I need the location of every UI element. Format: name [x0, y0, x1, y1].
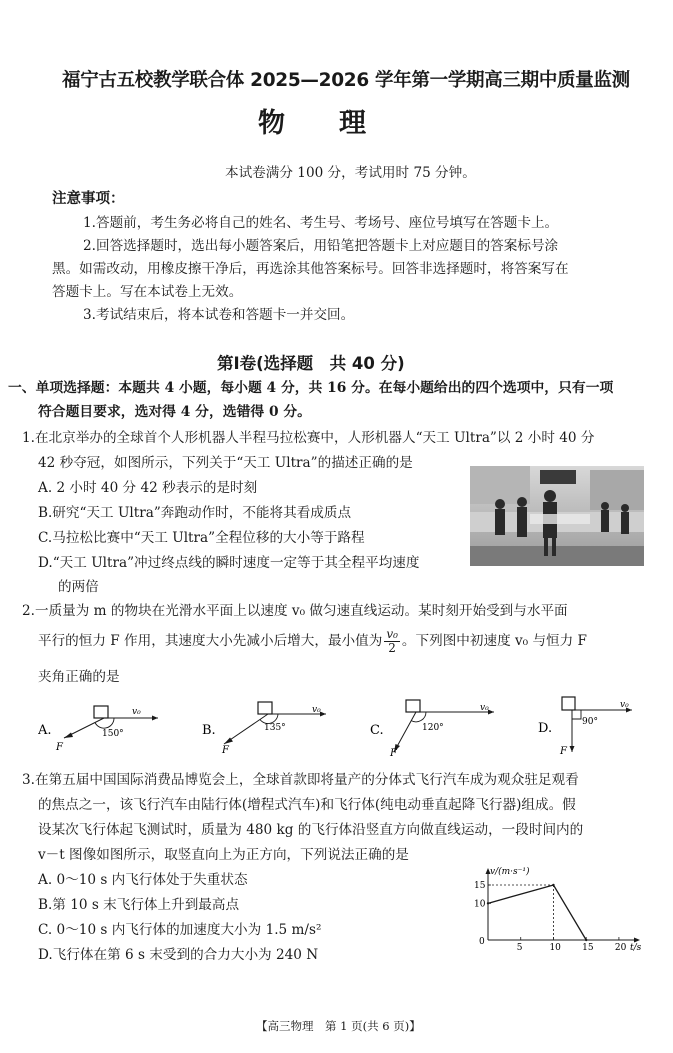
q3-option-b: B.第 10 s 末飞行体上升到最高点 — [38, 897, 240, 913]
figure-d-letter: D. — [538, 721, 553, 736]
q2-figure-b — [202, 698, 332, 754]
q2-stem-line2 — [38, 628, 587, 655]
angle-label: 150° — [102, 729, 124, 739]
angle-label: 90° — [582, 717, 598, 727]
force-label: F — [560, 746, 567, 757]
q3-option-a: A. 0～10 s 内飞行体处于失重状态 — [38, 872, 248, 888]
force-label: F — [56, 742, 63, 753]
page-footer: 【高三物理 第 1 页(共 6 页)】 — [256, 1019, 421, 1033]
subject-title: 物 理 — [258, 108, 366, 139]
q1-option-d: D.“天工 Ultra”冲过终点线的瞬时速度一定等于其全程平均速度 — [38, 555, 420, 571]
series-segment — [488, 885, 553, 903]
q2-figure-a — [38, 698, 160, 754]
q3-option-c: C. 0～10 s 内飞行体的加速度大小为 1.5 m/s² — [38, 922, 322, 938]
fraction-numerator: v₀ — [386, 627, 398, 641]
robot-marathon-photo — [470, 466, 644, 566]
x-tick-label: 10 — [549, 943, 561, 952]
exam-title: 福宁古五校教学联合体 2025—2026 学年第一学期高三期中质量监测 — [62, 70, 630, 91]
q3-stem: 3.在第五届中国国际消费品博览会上，全球首款即将量产的分体式飞行汽车成为观众驻足观看 — [22, 772, 579, 788]
y-tick-label: 15 — [474, 881, 486, 891]
x-tick-label: 20 — [614, 943, 627, 952]
fraction-denominator: 2 — [388, 641, 396, 655]
velocity-label: v₀ — [620, 700, 629, 710]
min-speed-fraction — [384, 628, 400, 655]
q3-stem: v－t 图像如图所示，取竖直向上为正方向，下列说法正确的是 — [38, 847, 409, 863]
figure-a-letter: A. — [38, 723, 52, 738]
section-intro: 符合题目要求，选对得 4 分，选错得 0 分。 — [38, 404, 311, 420]
exam-info: 本试卷满分 100 分，考试用时 75 分钟。 — [225, 165, 476, 181]
force-label: F — [390, 748, 397, 758]
notice-line: 黑。如需改动，用橡皮擦干净后，再选涂其他答案标号。回答非选择题时，将答案写在 — [52, 261, 569, 277]
x-tick-label: 15 — [582, 943, 594, 952]
y-tick-label: 10 — [474, 899, 486, 910]
figure-c-letter: C. — [370, 723, 384, 738]
q2-stem-text: 。下列图中初速度 v₀ 与恒力 F — [401, 633, 587, 649]
velocity-label: v₀ — [312, 705, 321, 715]
q2-stem: 夹角正确的是 — [38, 669, 120, 685]
q3-option-d: D.飞行体在第 6 s 末受到的合力大小为 240 N — [38, 947, 319, 963]
q2-stem: 2.一质量为 m 的物块在光滑水平面上以速度 v₀ 做匀速直线运动。某时刻开始受到与水平面 — [22, 603, 568, 619]
section-intro: 一、单项选择题：本题共 4 小题，每小题 4 分，共 16 分。在每小题给出的四个选项中，只有一项 — [8, 380, 614, 396]
data-point — [487, 902, 489, 904]
q1-option-a: A. 2 小时 40 分 42 秒表示的是时刻 — [38, 480, 258, 496]
angle-label: 120° — [422, 723, 444, 733]
velocity-time-graph — [456, 866, 646, 952]
q1-option-d-cont: 的两倍 — [58, 579, 99, 595]
data-point — [585, 939, 587, 941]
velocity-label: v₀ — [132, 707, 141, 717]
q2-figure-c — [370, 696, 500, 758]
q1-stem: 1.在北京举办的全球首个人形机器人半程马拉松赛中，人形机器人“天工 Ultra”以 2 小时 40 分 — [22, 430, 595, 446]
figure-b-letter: B. — [202, 723, 216, 738]
graph-axes — [474, 868, 640, 952]
q3-stem: 的焦点之一，该飞行汽车由陆行体(增程式汽车)和飞行体(纯电动垂直起降飞行器)组成。假 — [38, 797, 576, 813]
series-segment — [553, 885, 586, 940]
notice-line: 3.考试结束后，将本试卷和答题卡一并交回。 — [83, 307, 355, 323]
data-point — [552, 884, 554, 886]
force-label: F — [222, 745, 229, 754]
q2-stem-text: 平行的恒力 F 作用，其速度大小先减小后增大，最小值为 — [38, 633, 383, 649]
notice-heading: 注意事项： — [52, 191, 125, 207]
section-title: 第Ⅰ卷(选择题 共 40 分) — [217, 354, 405, 373]
velocity-label: v₀ — [480, 703, 489, 713]
q1-stem: 42 秒夺冠，如图所示，下列关于“天工 Ultra”的描述正确的是 — [38, 455, 413, 471]
y-axis-label: v/(m·s⁻¹) — [490, 867, 530, 877]
x-axis-arrow — [634, 938, 640, 943]
q1-option-b: B.研究“天工 Ultra”奔跑动作时，不能将其看成质点 — [38, 505, 352, 521]
q3-stem: 设某次飞行体起飞测试时，质量为 480 kg 的飞行体沿竖直方向做直线运动，一段时间内的 — [38, 822, 584, 838]
x-tick-label: 5 — [516, 943, 523, 952]
x-axis-label: t/s — [630, 943, 642, 952]
q2-figure-d — [538, 692, 638, 758]
angle-label: 135° — [264, 723, 286, 733]
notice-line: 2.回答选择题时，选出每小题答案后，用铅笔把答题卡上对应题目的答案标号涂 — [83, 238, 559, 254]
q1-option-c: C.马拉松比赛中“天工 Ultra”全程位移的大小等于路程 — [38, 530, 365, 546]
notice-line: 答题卡上。写在本试卷上无效。 — [52, 284, 243, 300]
origin-label: 0 — [479, 937, 485, 947]
notice-line: 1.答题前，考生务必将自己的姓名、考生号、考场号、座位号填写在答题卡上。 — [83, 215, 559, 231]
